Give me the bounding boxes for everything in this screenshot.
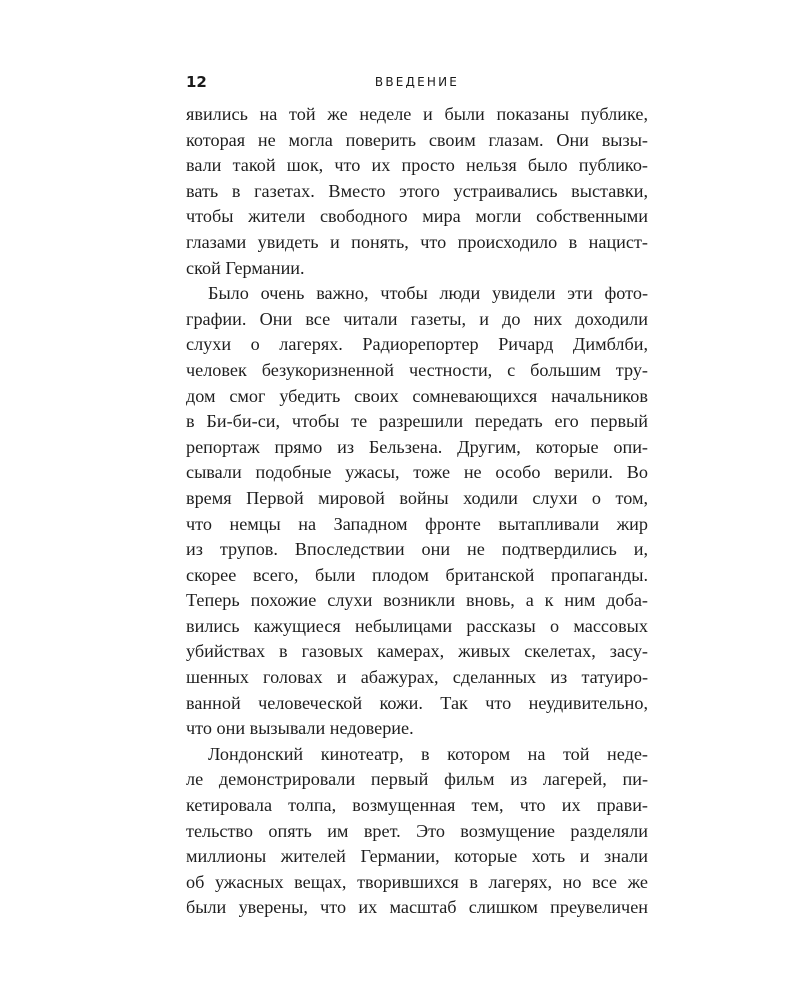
paragraph-3	[186, 742, 648, 921]
text-line: миллионы жителей Германии, которые хоть и знали	[186, 846, 648, 867]
text-line: Лондонский кинотеатр, в котором на той неде-	[208, 743, 648, 764]
text-line: были уверены, что их масштаб слишком преувеличен	[186, 897, 648, 918]
text-line: ле демонстрировали первый фильм из лагерей, пи-	[186, 769, 648, 790]
text-line: об ужасных вещах, творившихся в лагерях, но все же	[186, 871, 648, 892]
text-line: ванной человеческой кожи. Так что неудивительно,	[186, 692, 648, 713]
text-line: репортаж прямо из Бельзена. Другим, которые опи-	[186, 436, 648, 457]
text-line: что немцы на Западном фронте вытапливали жир	[186, 513, 648, 534]
text-line: глазами увидеть и понять, что происходило в нацист-	[186, 231, 648, 252]
text-line: слухи о лагерях. Радиорепортер Ричард Димблби,	[186, 334, 648, 355]
text-line: время Первой мировой войны ходили слухи о том,	[186, 487, 648, 508]
text-line: ской Германии.	[186, 257, 305, 278]
text-line: тельство опять им врет. Это возмущение разделяли	[186, 820, 648, 841]
text-line: графии. Они все читали газеты, и до них доходили	[186, 308, 648, 329]
paragraph-2	[186, 281, 648, 742]
text-line: убийствах в газовых камерах, живых скелетах, засу-	[186, 641, 648, 662]
text-line: которая не могла поверить своим глазам. Они вызы-	[186, 129, 648, 150]
text-line: кетировала толпа, возмущенная тем, что их прави-	[186, 795, 648, 816]
page-header	[186, 71, 648, 93]
page-number: 12	[186, 73, 207, 91]
text-line: из трупов. Впоследствии они не подтвердились и,	[186, 539, 648, 560]
text-line: Теперь похожие слухи возникли вновь, а к ним доба-	[186, 590, 648, 611]
text-line: чтобы жители свободного мира могли собственными	[186, 206, 648, 227]
text-line: что они вызывали недоверие.	[186, 718, 414, 739]
text-line: вились кажущиеся небылицами рассказы о массовых	[186, 615, 648, 636]
body-text	[186, 102, 648, 921]
paragraph-1	[186, 102, 648, 281]
text-line: явились на той же неделе и были показаны публике,	[186, 104, 648, 124]
text-line: сывали подобные ужасы, тоже не особо верили. Во	[186, 462, 648, 483]
text-line: в Би-би-си, чтобы те разрешили передать его первый	[186, 411, 648, 432]
text-line: вали такой шок, что их просто нельзя было публико-	[186, 155, 648, 176]
text-line: человек безукоризненной честности, с большим тру-	[186, 359, 648, 380]
text-line: дом смог убедить своих сомневающихся начальников	[186, 385, 648, 406]
text-line: Было очень важно, чтобы люди увидели эти фото-	[208, 283, 648, 304]
running-title: ВВЕДЕНИЕ	[374, 75, 460, 89]
text-line: шенных головах и абажурах, сделанных из татуиро-	[186, 667, 648, 688]
text-line: скорее всего, были плодом британской пропаганды.	[186, 564, 648, 585]
text-line: вать в газетах. Вместо этого устраивались выставки,	[186, 180, 648, 201]
